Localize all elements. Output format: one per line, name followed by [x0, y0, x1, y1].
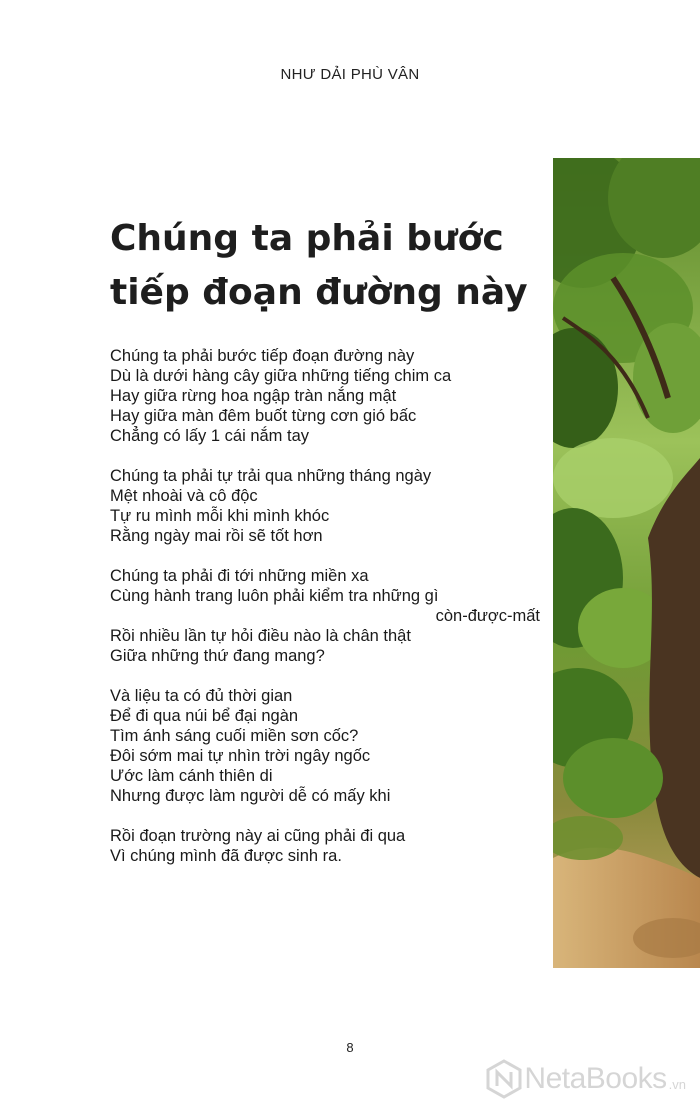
watermark-brand: NetaBooks	[524, 1062, 667, 1095]
poem-line: Đôi sớm mai tự nhìn trời ngây ngốc	[110, 747, 371, 765]
poem-line: Vì chúng mình đã được sinh ra.	[110, 847, 342, 865]
poem-body	[110, 346, 540, 886]
poem-line: Chúng ta phải tự trải qua những tháng ngày	[110, 467, 432, 485]
poem-line: Rằng ngày mai rồi sẽ tốt hơn	[110, 527, 323, 545]
stanza-5	[110, 826, 530, 866]
poem-line: Chúng ta phải đi tới những miền xa	[110, 567, 369, 585]
poem-line: Mệt nhoài và cô độc	[110, 487, 258, 505]
poem-line: Rồi nhiều lần tự hỏi điều nào là chân thật	[110, 627, 411, 645]
forest-illustration	[553, 158, 700, 968]
poem-line-continuation: còn-được-mất	[435, 607, 540, 625]
poem-title	[110, 212, 540, 320]
poem-line: Rồi đoạn trường này ai cũng phải đi qua	[110, 827, 406, 845]
running-head: NHƯ DẢI PHÙ VÂN	[280, 66, 420, 83]
poem-title-line-1: Chúng ta phải bước	[110, 218, 504, 259]
stanza-3	[110, 566, 540, 666]
poem-line: Chúng ta phải bước tiếp đoạn đường này	[110, 347, 415, 365]
poem-line: Hay giữa màn đêm buốt từng cơn gió bấc	[110, 407, 417, 425]
poem-line: Tìm ánh sáng cuối miền sơn cốc?	[110, 727, 359, 745]
poem-line: Để đi qua núi bể đại ngàn	[110, 707, 299, 725]
poem-line: Ước làm cánh thiên di	[110, 767, 273, 785]
stanza-2	[110, 466, 530, 546]
stanza-1	[110, 346, 530, 446]
page-number: 8	[346, 1040, 354, 1055]
netabooks-logo-icon	[484, 1059, 524, 1099]
poem-line: Nhưng được làm người dễ có mấy khi	[110, 787, 391, 805]
poem-line: Chẳng có lấy 1 cái nắm tay	[110, 427, 310, 445]
poem-line: Cùng hành trang luôn phải kiểm tra những gì	[110, 587, 439, 605]
poem-line: Tự ru mình mỗi khi mình khóc	[110, 507, 330, 525]
poem-line: Và liệu ta có đủ thời gian	[110, 687, 293, 705]
poem-line: Giữa những thứ đang mang?	[110, 647, 325, 665]
poem-title-line-2: tiếp đoạn đường này	[110, 272, 528, 313]
poem-line: Dù là dưới hàng cây giữa những tiếng chim ca	[110, 367, 452, 385]
stanza-4	[110, 686, 530, 806]
watermark-suffix: .vn	[668, 1076, 686, 1092]
poem-line: Hay giữa rừng hoa ngập tràn nắng mật	[110, 387, 397, 405]
watermark	[484, 1059, 686, 1099]
